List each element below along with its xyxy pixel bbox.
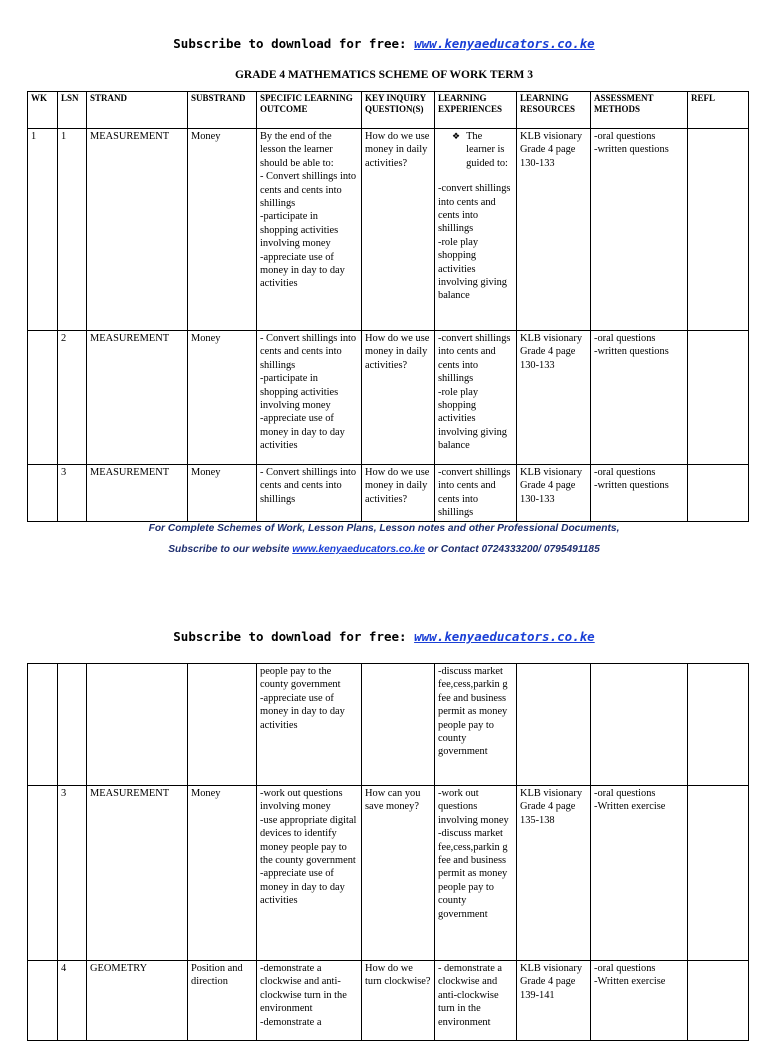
cell-substrand: Money xyxy=(188,786,257,961)
subscribe-text: Subscribe to download for free: xyxy=(173,36,415,51)
cell-strand: MEASUREMENT xyxy=(87,129,188,331)
cell-outcome: -work out questions involving money -use appropriate digital devices to identify money people pay to the county government -appreciate use of money in day to day activities xyxy=(257,786,362,961)
cell-wk xyxy=(28,331,58,465)
footer-line-2 xyxy=(0,544,768,555)
table-row xyxy=(28,786,749,961)
cell-wk xyxy=(28,786,58,961)
cell-lsn xyxy=(58,664,87,786)
cell-experiences: - demonstrate a clockwise and anti-clockwise turn in the environment xyxy=(435,961,517,1041)
cell-assessment: -oral questions -Written exercise xyxy=(591,961,688,1041)
header-outcome: SPECIFIC LEARNING OUTCOME xyxy=(257,92,362,129)
cell-refl xyxy=(688,331,749,465)
cell-strand xyxy=(87,664,188,786)
cell-substrand: Money xyxy=(188,465,257,522)
footer-contact-text: or Contact 0724333200/ 0795491185 xyxy=(424,544,600,555)
cell-question: How can you save money? xyxy=(362,786,435,961)
cell-experiences: -work out questions involving money -discuss market fee,cess,parkin g fee and business permit as money people pay to county government xyxy=(435,786,517,961)
cell-wk: 1 xyxy=(28,129,58,331)
subscribe-banner-page1 xyxy=(0,36,768,51)
cell-lsn: 3 xyxy=(58,465,87,522)
table-row xyxy=(28,331,749,465)
header-strand: STRAND xyxy=(87,92,188,129)
cell-lsn: 2 xyxy=(58,331,87,465)
footer-line-1: For Complete Schemes of Work, Lesson Plans, Lesson notes and other Professional Documents, xyxy=(148,523,620,534)
header-resources: LEARNING RESOURCES xyxy=(517,92,591,129)
cell-experiences: -convert shillings into cents and cents into shillings -role play shopping activities involving giving balance xyxy=(435,331,517,465)
cell-experiences xyxy=(435,129,517,331)
cell-outcome: By the end of the lesson the learner should be able to: - Convert shillings into cents and cents into shillings -participate in shopping activities involving money -appreciate use of money in day to day activities xyxy=(257,129,362,331)
scheme-table-page1 xyxy=(27,91,749,522)
cell-question: How do we turn clockwise? xyxy=(362,961,435,1041)
experience-text: -convert shillings into cents and cents into shillings -role play shopping activities involving giving balance xyxy=(438,183,511,302)
header-wk: WK xyxy=(28,92,58,129)
table-row xyxy=(28,961,749,1041)
footer-text: Subscribe to our website xyxy=(168,544,293,555)
header-assessment: ASSESSMENT METHODS xyxy=(591,92,688,129)
cell-assessment xyxy=(591,664,688,786)
table-row xyxy=(28,465,749,522)
cell-refl xyxy=(688,664,749,786)
subscribe-banner-page2 xyxy=(0,629,768,644)
diamond-bullet-icon: ❖ xyxy=(452,131,461,141)
bullet-text: The learner is guided to: xyxy=(466,131,508,169)
cell-refl xyxy=(688,465,749,522)
cell-strand: MEASUREMENT xyxy=(87,786,188,961)
cell-outcome: -demonstrate a clockwise and anti-clockwise turn in the environment -demonstrate a xyxy=(257,961,362,1041)
table-row xyxy=(28,664,749,786)
cell-resources: KLB visionary Grade 4 page 130-133 xyxy=(517,465,591,522)
cell-wk xyxy=(28,465,58,522)
document-title: GRADE 4 MATHEMATICS SCHEME OF WORK TERM 3 xyxy=(234,69,534,81)
table-row xyxy=(28,129,749,331)
cell-outcome: people pay to the county government -appreciate use of money in day to day activities xyxy=(257,664,362,786)
cell-refl xyxy=(688,786,749,961)
cell-question: How do we use money in daily activities? xyxy=(362,129,435,331)
header-question: KEY INQUIRY QUESTION(S) xyxy=(362,92,435,129)
cell-wk xyxy=(28,961,58,1041)
cell-assessment: -oral questions -written questions xyxy=(591,465,688,522)
cell-lsn: 3 xyxy=(58,786,87,961)
cell-resources xyxy=(517,664,591,786)
cell-strand: GEOMETRY xyxy=(87,961,188,1041)
cell-question xyxy=(362,664,435,786)
header-refl: REFL xyxy=(688,92,749,129)
subscribe-link[interactable]: www.kenyaeducators.co.ke xyxy=(414,36,595,51)
cell-outcome: - Convert shillings into cents and cents into shillings xyxy=(257,465,362,522)
cell-substrand xyxy=(188,664,257,786)
cell-resources: KLB visionary Grade 4 page 135-138 xyxy=(517,786,591,961)
subscribe-link[interactable]: www.kenyaeducators.co.ke xyxy=(414,629,595,644)
cell-refl xyxy=(688,961,749,1041)
cell-substrand: Position and direction xyxy=(188,961,257,1041)
footer-website-link[interactable]: www.kenyaeducators.co.ke xyxy=(292,544,425,555)
cell-substrand: Money xyxy=(188,331,257,465)
cell-lsn: 1 xyxy=(58,129,87,331)
cell-wk xyxy=(28,664,58,786)
cell-refl xyxy=(688,129,749,331)
cell-assessment: -oral questions -Written exercise xyxy=(591,786,688,961)
cell-resources: KLB visionary Grade 4 page 139-141 xyxy=(517,961,591,1041)
cell-resources: KLB visionary Grade 4 page 130-133 xyxy=(517,129,591,331)
cell-question: How do we use money in daily activities? xyxy=(362,331,435,465)
header-substrand: SUBSTRAND xyxy=(188,92,257,129)
cell-resources: KLB visionary Grade 4 page 130-133 xyxy=(517,331,591,465)
cell-outcome: - Convert shillings into cents and cents into shillings -participate in shopping activities involving money -appreciate use of money in day to day activities xyxy=(257,331,362,465)
cell-assessment: -oral questions -written questions xyxy=(591,129,688,331)
cell-assessment: -oral questions -written questions xyxy=(591,331,688,465)
header-lsn: LSN xyxy=(58,92,87,129)
subscribe-text: Subscribe to download for free: xyxy=(173,629,415,644)
cell-experiences: -discuss market fee,cess,parkin g fee and business permit as money people pay to county government xyxy=(435,664,517,786)
bullet-item xyxy=(438,130,513,170)
cell-question: How do we use money in daily activities? xyxy=(362,465,435,522)
cell-lsn: 4 xyxy=(58,961,87,1041)
cell-strand: MEASUREMENT xyxy=(87,465,188,522)
cell-strand: MEASUREMENT xyxy=(87,331,188,465)
table-header-row xyxy=(28,92,749,129)
scheme-table-page2 xyxy=(27,663,749,1041)
cell-experiences: -convert shillings into cents and cents into shillings xyxy=(435,465,517,522)
header-experiences: LEARNING EXPERIENCES xyxy=(435,92,517,129)
cell-substrand: Money xyxy=(188,129,257,331)
